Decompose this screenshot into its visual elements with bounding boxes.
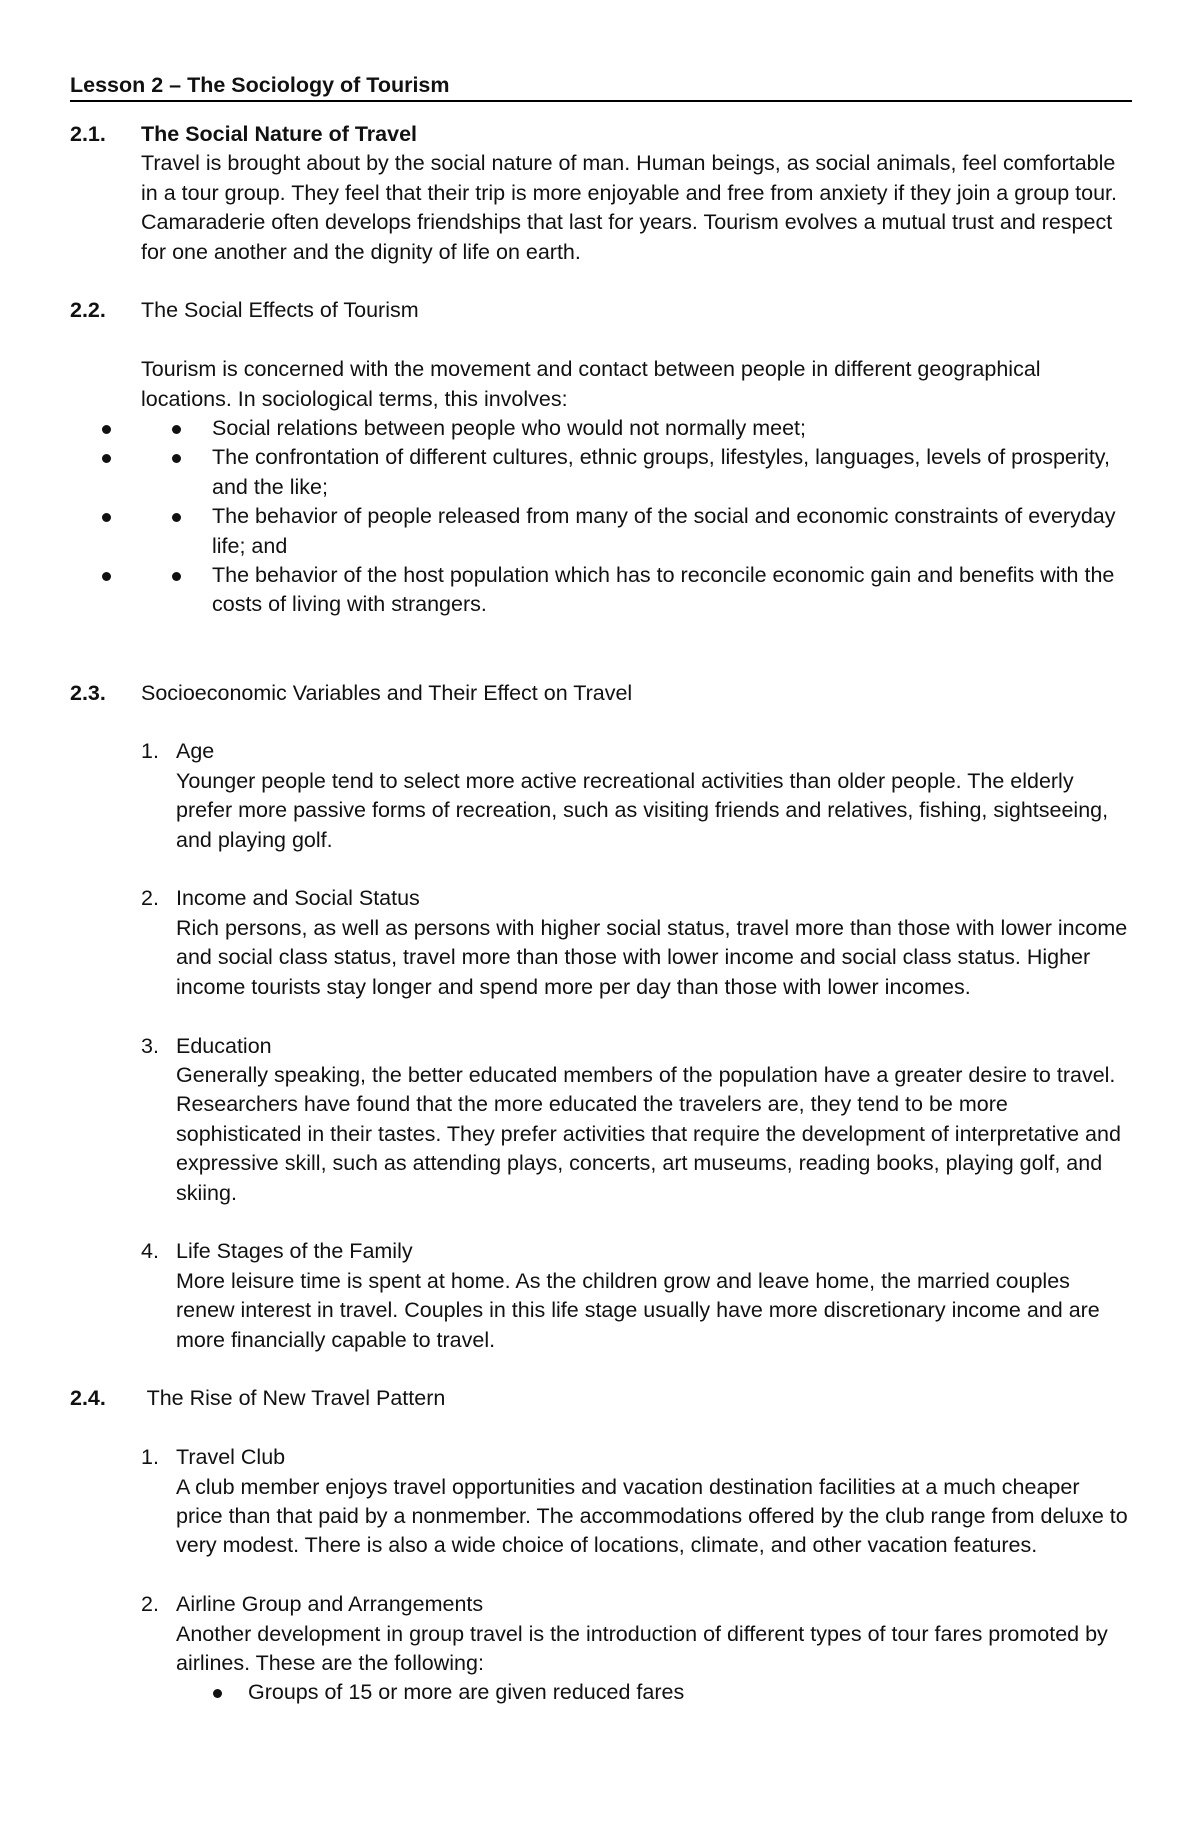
item-title: Income and Social Status [176, 886, 420, 911]
list-item-life-stages: 4. Life Stages of the Family More leisure time is spent at home. As the children grow and leave home, the married couples renew interest in travel. Couples in this life stage usually have more discretionary income and are more financially capable to travel. [141, 1237, 1132, 1355]
list-item: The behavior of the host population which has to reconcile economic gain and benefits with the costs of living with strangers. [70, 561, 1132, 620]
section-2-2 [70, 296, 1132, 414]
list-item: The behavior of people released from many of the social and economic constraints of everyday life; and [70, 502, 1132, 561]
section-number: 2.3. [70, 680, 106, 705]
item-title: Education [176, 1033, 272, 1058]
section-title: The Rise of New Travel Pattern [141, 1386, 446, 1411]
section-number: 2.1. [70, 122, 106, 146]
section-intro: Tourism is concerned with the movement and contact between people in different geographical locations. In sociological terms, this involves: [141, 357, 1041, 411]
section-2-4 [70, 1384, 1132, 1707]
item-body: Younger people tend to select more active recreational activities than older people. The elderly prefer more passive forms of recreation, such as visiting friends and relatives, fishing, sightseeing, and playing golf. [176, 768, 1109, 852]
item-body: Another development in group travel is the introduction of different types of tour fares promoted by airlines. These are the following: [176, 1621, 1108, 1675]
list-item-airline-group: 2. Airline Group and Arrangements Another development in group travel is the introduction of different types of tour fares promoted by airlines. These are the following: Groups of 15 or more are given reduced fares [141, 1590, 1132, 1708]
section-number: 2.2. [70, 298, 106, 323]
list-item: Social relations between people who would not normally meet; [70, 414, 1132, 443]
item-body: Generally speaking, the better educated members of the population have a greater desire to travel. Researchers have found that the more educated the travelers are, they tend to be more sophisticated in their tastes. They prefer activities that require the development of interpretative and expressive skill, such as attending plays, concerts, art museums, reading books, playing golf, and skiing. [176, 1062, 1121, 1205]
bullet-list [176, 1678, 1132, 1707]
section-body: Travel is brought about by the social nature of man. Human beings, as social animals, feel comfortable in a tour group. They feel that their trip is more enjoyable and free from anxiety if they join a group tour. Camaraderie often develops friendships that last for years. Tourism evolves a mutual trust and respect for one another and the dignity of life on earth. [141, 151, 1118, 264]
document-page [70, 70, 1132, 1708]
list-item-education: 3. Education Generally speaking, the better educated members of the population have a greater desire to travel. Researchers have found that the more educated the travelers are, they tend to be more sophisticated in their tastes. They prefer activities that require the development of interpretative and expressive skill, such as attending plays, concerts, art museums, reading books, playing golf, and skiing. [141, 1032, 1132, 1208]
lesson-title: Lesson 2 – The Sociology of Tourism [70, 70, 1132, 102]
item-title: Life Stages of the Family [176, 1239, 413, 1264]
list-item-travel-club: 1. Travel Club A club member enjoys travel opportunities and vacation destination facilities at a much cheaper price than that paid by a nonmember. The accommodations offered by the club range from deluxe to very modest. There is also a wide choice of locations, climate, and other vacation features. [141, 1443, 1132, 1561]
bullet-list [70, 414, 1132, 620]
list-item-income: 2. Income and Social Status Rich persons, as well as persons with higher social status, travel more than those with lower income and social class status, travel more than those with lower income and social class status. Higher income tourists stay longer and spend more per day than those with lower incomes. [141, 884, 1132, 1002]
section-2-1 [70, 120, 1132, 267]
item-title: Travel Club [176, 1445, 286, 1470]
item-body: More leisure time is spent at home. As the children grow and leave home, the married couples renew interest in travel. Couples in this life stage usually have more discretionary income and are more financially capable to travel. [176, 1268, 1100, 1352]
list-item: The confrontation of different cultures, ethnic groups, lifestyles, languages, levels of prosperity, and the like; [70, 443, 1132, 502]
item-title: Airline Group and Arrangements [176, 1592, 484, 1617]
section-2-3 [70, 679, 1132, 1355]
list-item-age: 1. Age Younger people tend to select more active recreational activities than older people. The elderly prefer more passive forms of recreation, such as visiting friends and relatives, fishing, sightseeing, and playing golf. [141, 737, 1132, 855]
section-title: The Social Nature of Travel [141, 122, 418, 146]
section-title: The Social Effects of Tourism [141, 298, 419, 323]
item-title: Age [176, 739, 215, 764]
item-body: Rich persons, as well as persons with higher social status, travel more than those with lower income and social class status, travel more than those with lower income and social class status. Higher income tourists stay longer and spend more per day than those with lower incomes. [176, 915, 1128, 999]
item-body: A club member enjoys travel opportunities and vacation destination facilities at a much cheaper price than that paid by a nonmember. The accommodations offered by the club range from deluxe to very modest. There is also a wide choice of locations, climate, and other vacation features. [176, 1474, 1128, 1558]
section-number: 2.4. [70, 1386, 106, 1411]
section-title: Socioeconomic Variables and Their Effect on Travel [141, 680, 633, 705]
list-item: Groups of 15 or more are given reduced fares [176, 1678, 1132, 1707]
